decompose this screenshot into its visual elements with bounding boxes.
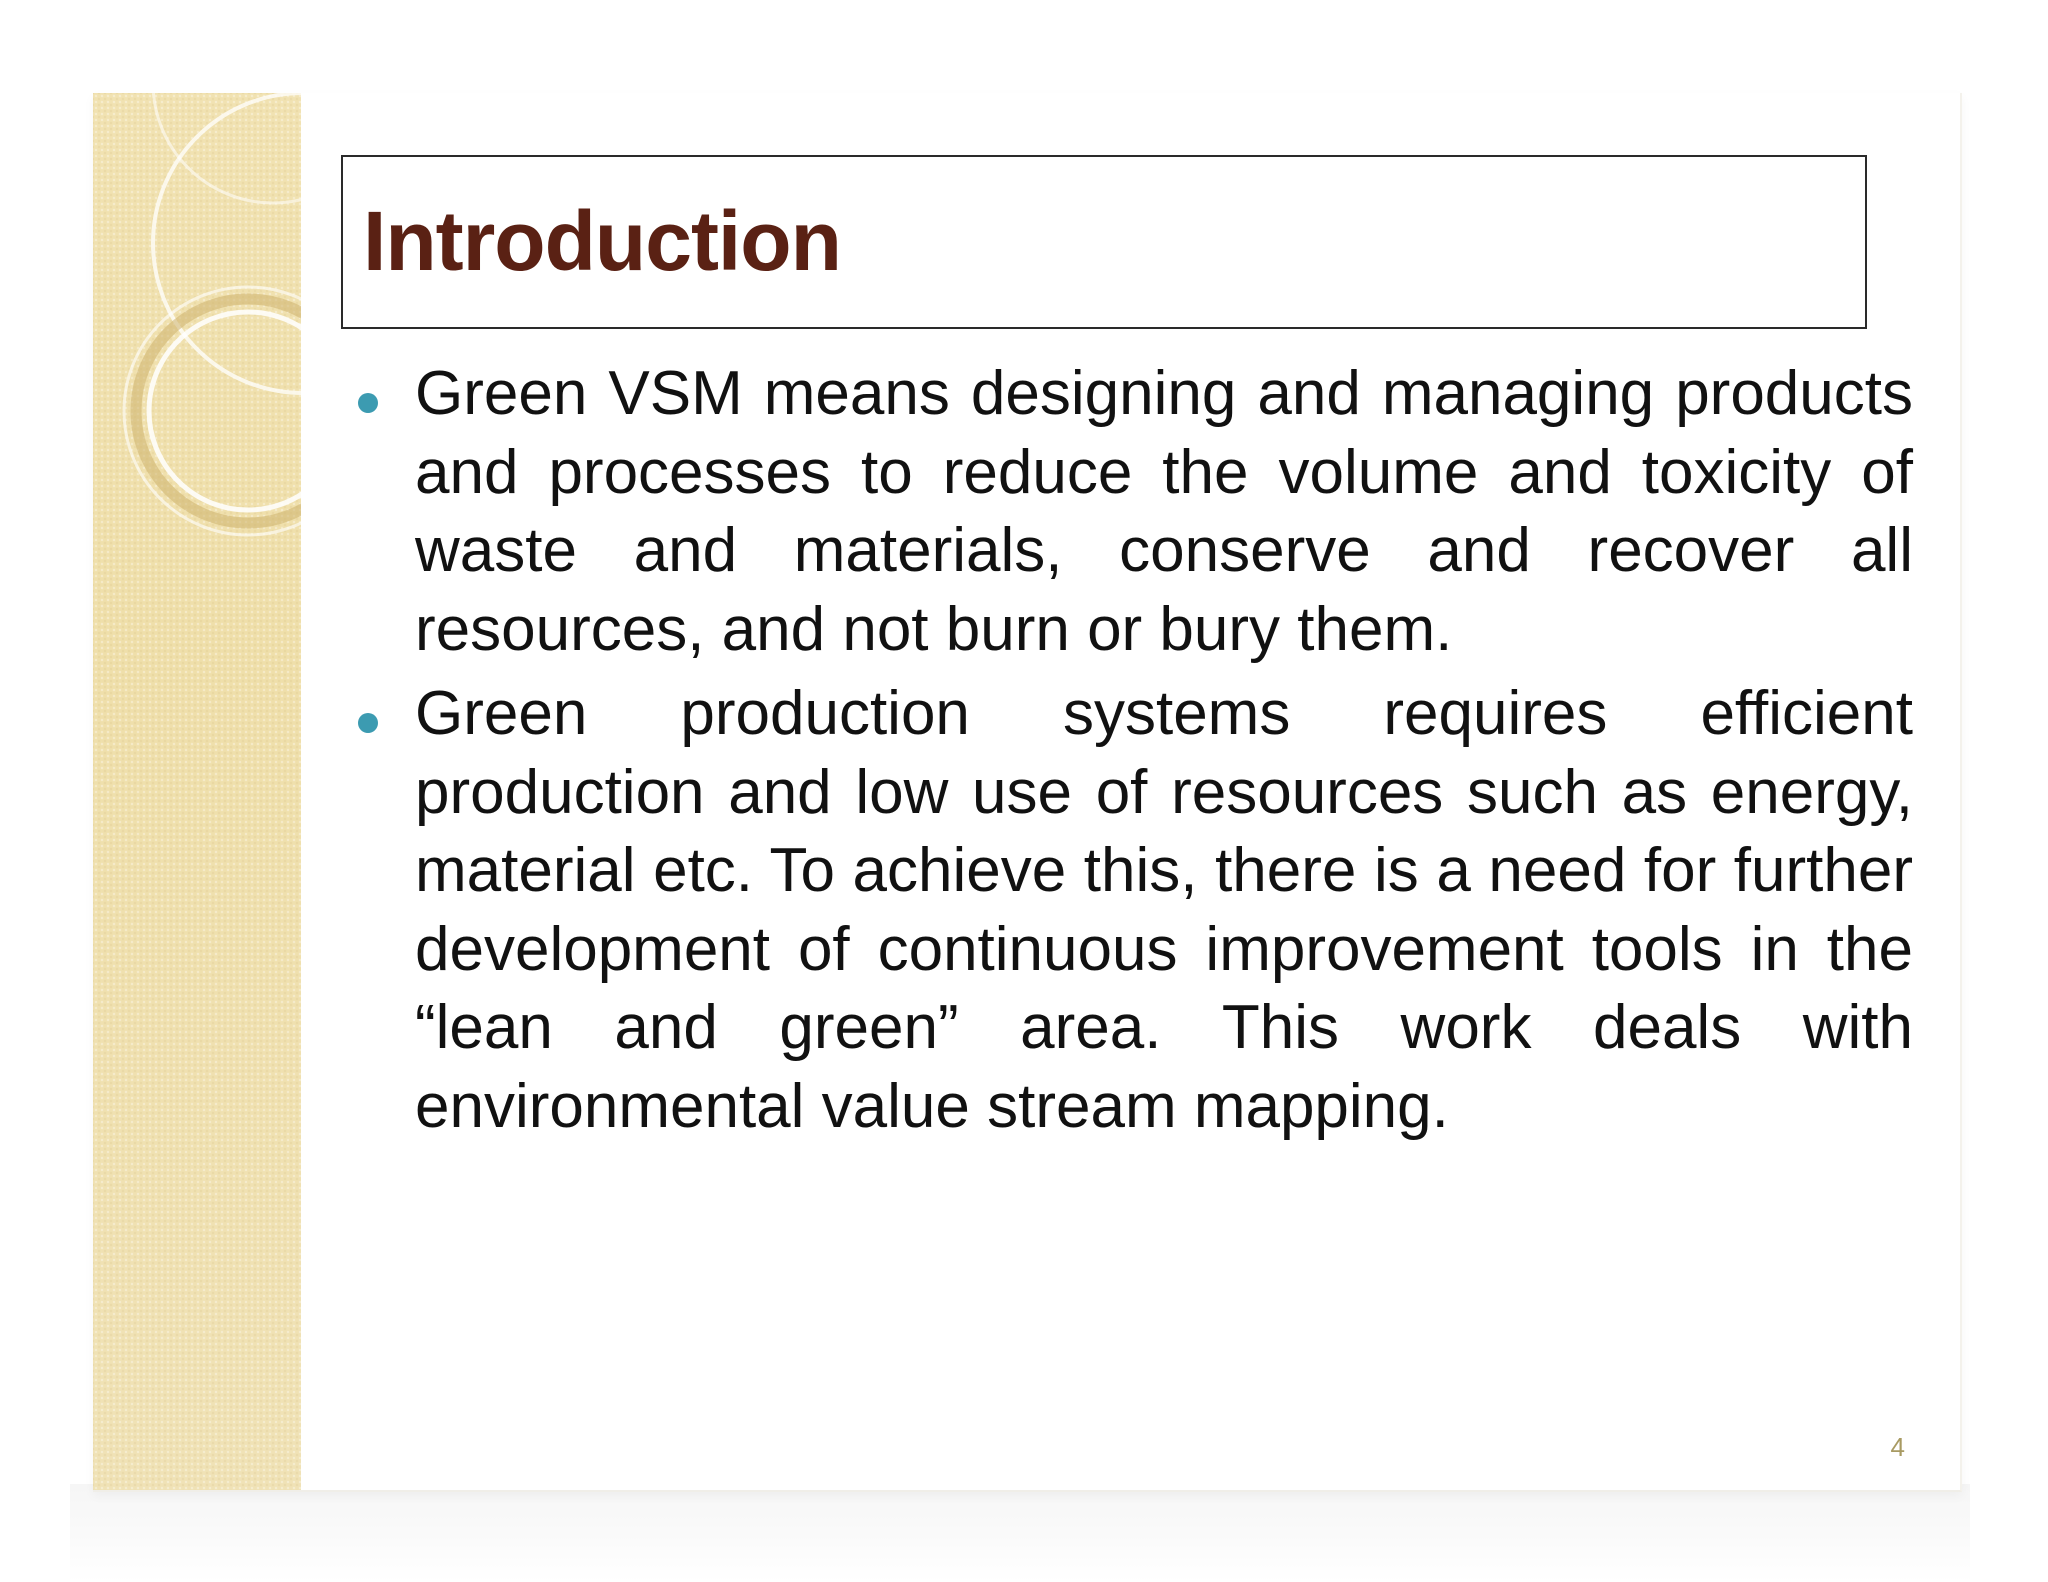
bullet-dot-icon — [358, 393, 378, 413]
decorative-side-band — [93, 93, 301, 1490]
slide — [93, 93, 1962, 1492]
decorative-circles-icon — [93, 93, 301, 573]
bullet-text: Green production systems requires efficient production and low use of resources such as energy, material etc. To achieve this, there is a need for further development of continuous improvement tools in the “lean and green” area. This work deals with environmental value stream mapping. — [415, 679, 1913, 1141]
title-box — [341, 155, 1867, 329]
bullet-item — [358, 675, 1913, 1146]
bullet-dot-icon — [358, 713, 378, 733]
bullet-list — [358, 355, 1913, 1152]
slide-shadow — [70, 1484, 1970, 1582]
bullet-item — [358, 355, 1913, 669]
slide-title: Introduction — [363, 194, 841, 288]
bullet-text: Green VSM means designing and managing products and processes to reduce the volume and toxicity of waste and materials, conserve and recover all resources, and not burn or bury them. — [415, 359, 1913, 664]
page-number: 4 — [1890, 1432, 1905, 1462]
